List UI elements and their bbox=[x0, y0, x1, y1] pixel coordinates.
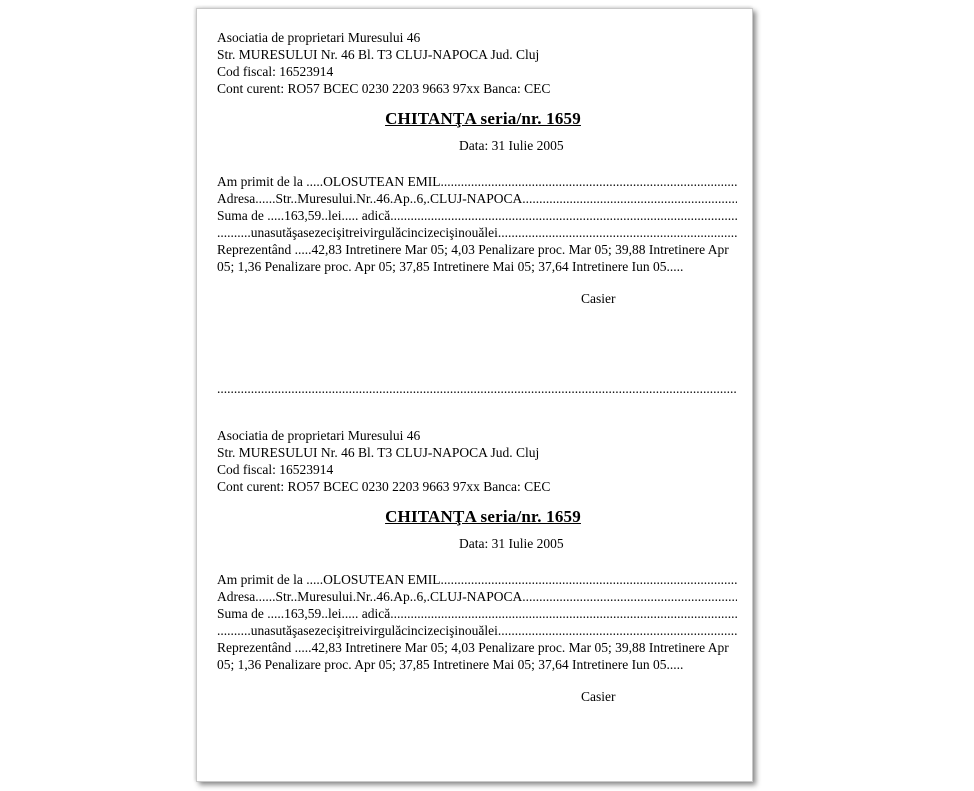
amount-words-line bbox=[217, 622, 737, 639]
amount-words-line bbox=[217, 224, 737, 241]
payer-address: Adresa......Str..Muresului.Nr..46.Ap..6,.CLUJ-NAPOCA bbox=[217, 191, 523, 206]
dot-leader bbox=[390, 207, 737, 224]
dot-leader bbox=[522, 190, 737, 207]
association-address: Str. MURESULUI Nr. 46 Bl. T3 CLUJ-NAPOCA Jud. Cluj bbox=[217, 47, 540, 62]
cashier-label: Casier bbox=[581, 689, 616, 704]
bank-account: Cont curent: RO57 BCEC 0230 2203 9663 97xx Banca: CEC bbox=[217, 81, 551, 96]
receipt-bottom bbox=[217, 427, 737, 705]
address-line bbox=[217, 190, 737, 207]
receipt-title: CHITANŢA seria/nr. 1659 bbox=[385, 507, 581, 526]
amount: Suma de .....163,59..lei..... adică bbox=[217, 208, 391, 223]
fiscal-code: Cod fiscal: 16523914 bbox=[217, 64, 334, 79]
receipt-fields bbox=[217, 173, 737, 275]
association-name: Asociatia de proprietari Muresului 46 bbox=[217, 30, 421, 45]
receipt-title: CHITANŢA seria/nr. 1659 bbox=[385, 109, 581, 128]
representing: Reprezentând .....42,83 Intretinere Mar 05; 4,03 Penalizare proc. Mar 05; 39,88 Intretinere Apr 05; 1,36 Penalizare proc. Apr 05; 37,85 Intretinere Mai 05; 37,64 Intretinere Iun 05..... bbox=[217, 242, 729, 274]
dot-leader bbox=[440, 571, 737, 588]
association-name: Asociatia de proprietari Muresului 46 bbox=[217, 428, 421, 443]
payer-address: Adresa......Str..Muresului.Nr..46.Ap..6,.CLUJ-NAPOCA bbox=[217, 589, 523, 604]
amount: Suma de .....163,59..lei..... adică bbox=[217, 606, 391, 621]
cut-line-separator bbox=[217, 380, 737, 397]
receipt-date: Data: 31 Iulie 2005 bbox=[459, 536, 564, 551]
representing: Reprezentând .....42,83 Intretinere Mar 05; 4,03 Penalizare proc. Mar 05; 39,88 Intretinere Apr 05; 1,36 Penalizare proc. Apr 05; 37,85 Intretinere Mai 05; 37,64 Intretinere Iun 05..... bbox=[217, 640, 729, 672]
receipt-date: Data: 31 Iulie 2005 bbox=[459, 138, 564, 153]
amount-words: ..........unasutăşasezecişitreivirgulăcincizecişinouălei bbox=[217, 225, 498, 240]
amount-line bbox=[217, 207, 737, 224]
amount-line bbox=[217, 605, 737, 622]
cashier-label: Casier bbox=[581, 291, 616, 306]
received-from-line bbox=[217, 173, 737, 190]
association-address: Str. MURESULUI Nr. 46 Bl. T3 CLUJ-NAPOCA Jud. Cluj bbox=[217, 445, 540, 460]
fiscal-code: Cod fiscal: 16523914 bbox=[217, 462, 334, 477]
received-from: Am primit de la .....OLOSUTEAN EMIL bbox=[217, 174, 441, 189]
dot-leader bbox=[522, 588, 737, 605]
received-from: Am primit de la .....OLOSUTEAN EMIL bbox=[217, 572, 441, 587]
amount-words: ..........unasutăşasezecişitreivirgulăcincizecişinouălei bbox=[217, 623, 498, 638]
receipt-fields bbox=[217, 571, 737, 673]
bank-account: Cont curent: RO57 BCEC 0230 2203 9663 97xx Banca: CEC bbox=[217, 479, 551, 494]
dot-leader bbox=[390, 605, 737, 622]
dot-leader bbox=[440, 173, 737, 190]
received-from-line bbox=[217, 571, 737, 588]
receipt-top bbox=[217, 29, 737, 307]
dot-leader bbox=[498, 622, 737, 639]
address-line bbox=[217, 588, 737, 605]
document-page bbox=[196, 8, 753, 782]
dot-leader bbox=[498, 224, 737, 241]
